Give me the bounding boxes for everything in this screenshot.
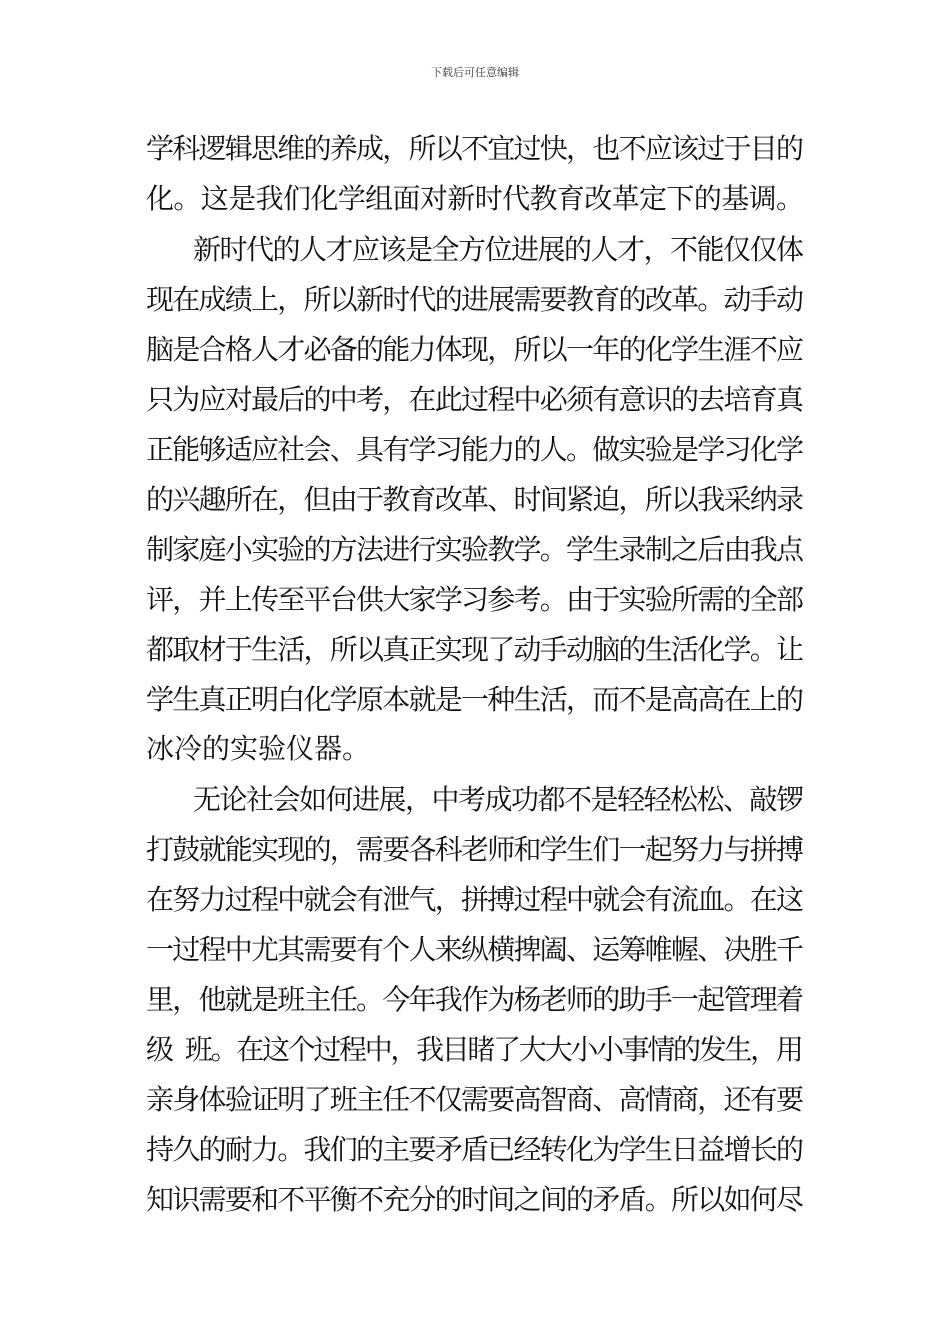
text-line: 制家庭小实验的方法进行实验教学。学生录制之后由我点 — [146, 533, 803, 566]
text-line: 化。这是我们化学组面对新时代教育改革定下的基调。 — [146, 182, 804, 215]
text-line: 级 班。在这个过程中，我目睹了大大小小事情的发生，用 — [146, 1033, 802, 1066]
text-line: 评，并上传至平台供大家学习参考。由于实验所需的全部 — [146, 583, 803, 616]
text-line: 知识需要和不平衡不充分的时间之间的矛盾。所以如何尽 — [146, 1183, 803, 1216]
text-line: 正能够适应社会、具有学习能力的人。做实验是学习化学 — [146, 433, 803, 466]
text-line: 脑是合格人才必备的能力体现，所以一年的化学生涯不应 — [146, 333, 803, 366]
text-line: 学生真正明白化学原本就是一种生活，而不是高高在上的 — [146, 683, 803, 716]
text-line: 一过程中尤其需要有个人来纵横捭阖、运筹帷幄、决胜千 — [146, 933, 803, 966]
text-line: 打鼓就能实现的，需要各科老师和学生们一起努力与拼搏 — [146, 833, 803, 866]
text-line: 现在成绩上，所以新时代的进展需要教育的改革。动手动 — [146, 283, 803, 316]
page-header: 下载后可任意编辑 — [431, 66, 519, 79]
text-line: 无论社会如何进展，中考成功都不是轻轻松松、敲锣 — [193, 783, 803, 816]
text-line: 都取材于生活，所以真正实现了动手动脑的生活化学。让 — [146, 633, 803, 666]
text-line: 冰冷的实验仪器。 — [146, 732, 371, 765]
text-line: 亲身体验证明了班主任不仅需要高智商、高情商，还有要 — [146, 1083, 803, 1116]
text-line: 的兴趣所在，但由于教育改革、时间紧迫，所以我采纳录 — [146, 483, 803, 516]
text-line: 新时代的人才应该是全方位进展的人才，不能仅仅体 — [193, 233, 803, 266]
text-line: 学科逻辑思维的养成，所以不宜过快，也不应该过于目的 — [146, 132, 803, 165]
text-line: 持久的耐力。我们的主要矛盾已经转化为学生日益增长的 — [146, 1133, 803, 1166]
text-line: 只为应对最后的中考，在此过程中必须有意识的去培育真 — [146, 383, 803, 416]
text-line: 里，他就是班主任。今年我作为杨老师的助手一起管理着 — [146, 983, 803, 1016]
text-line: 在努力过程中就会有泄气，拼搏过程中就会有流血。在这 — [146, 883, 803, 916]
